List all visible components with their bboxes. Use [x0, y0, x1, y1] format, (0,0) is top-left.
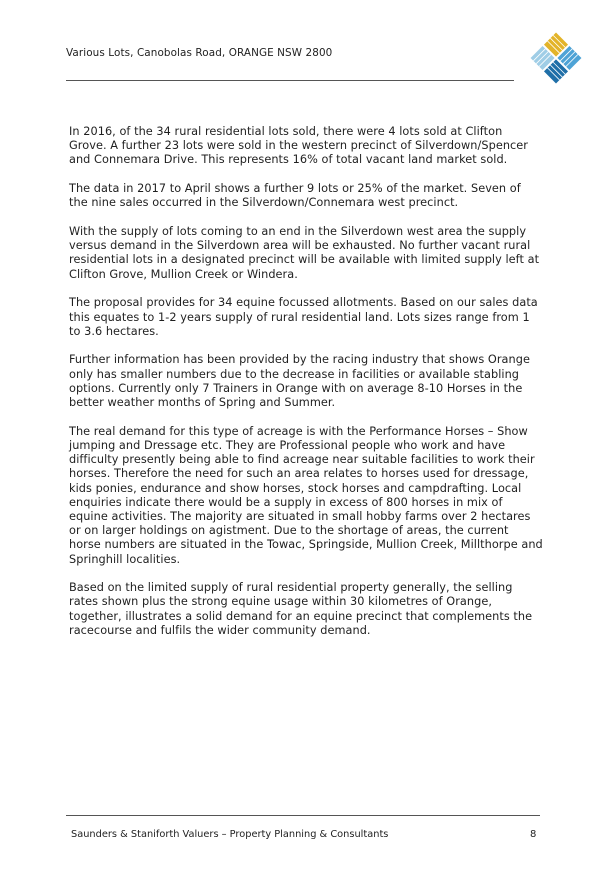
header-divider [66, 80, 514, 81]
paragraph-2016-sales: In 2016, of the 34 rural residential lots sold, there were 4 lots sold at Clifton Grove. A further 23 lots were sold in the western precinct of Silverdown/Spencer and Connemara Drive. This represents 16% of total vacant land market sold. [69, 125, 528, 167]
paragraph-proposal: The proposal provides for 34 equine focussed allotments. Based on our sales data this equates to 1-2 years supply of rural residential land. Lots sizes range from 1 to 3.6 hectares. [69, 296, 538, 338]
paragraph-conclusion: Based on the limited supply of rural residential property generally, the selling rates shown plus the strong equine usage within 30 kilometres of Orange, together, illustrates a solid demand for an equine precinct that complements the racecourse and fulfils the wider community demand. [69, 581, 533, 637]
header-address: Various Lots, Canobolas Road, ORANGE NSW 2800 [66, 47, 333, 59]
paragraph-racing-industry: Further information has been provided by the racing industry that shows Orange only has smaller numbers due to the decrease in facilities or available stabling options. Currently only 7 Trainers in Orange with on average 8-10 Horses in the better weather months of Spring and Summer. [69, 353, 530, 410]
paragraph-2017-data: The data in 2017 to April shows a further 9 lots or 25% of the market. Seven of the nine sales occurred in the Silverdown/Connemara west precinct. [69, 182, 521, 210]
footer-company: Saunders & Staniforth Valuers – Property Planning & Consultants [71, 829, 389, 840]
footer-divider [66, 815, 540, 816]
paragraph-supply-demand: With the supply of lots coming to an end in the Silverdown west area the supply versus demand in the Silverdown area will be exhausted. No further vacant rural residential lots in a designated precinct will be available with limited supply left at Clifton Grove, Mullion Creek or Windera. [69, 225, 540, 281]
body-text [69, 125, 543, 653]
page-number: 8 [530, 829, 537, 840]
paragraph-real-demand: The real demand for this type of acreage is with the Performance Horses – Show jumping and Dressage etc. They are Professional people who work and have difficulty presently being able to find acreage near suitable facilities to work their horses. Therefore the need for such an area relates to horses used for dressage, kids ponies, endurance and show horses, stock horses and campdrafting. Local enquiries indicate there would be a supply in excess of 800 horses in mix of equine activities. The majority are situated in small hobby farms over 2 hectares or on larger holdings on agistment. Due to the shortage of areas, the current horse numbers are situated in the Towac, Springside, Mullion Creek, Millthorpe and Springhill localities. [69, 424, 543, 566]
diamond-tiles-logo-icon [528, 30, 584, 86]
